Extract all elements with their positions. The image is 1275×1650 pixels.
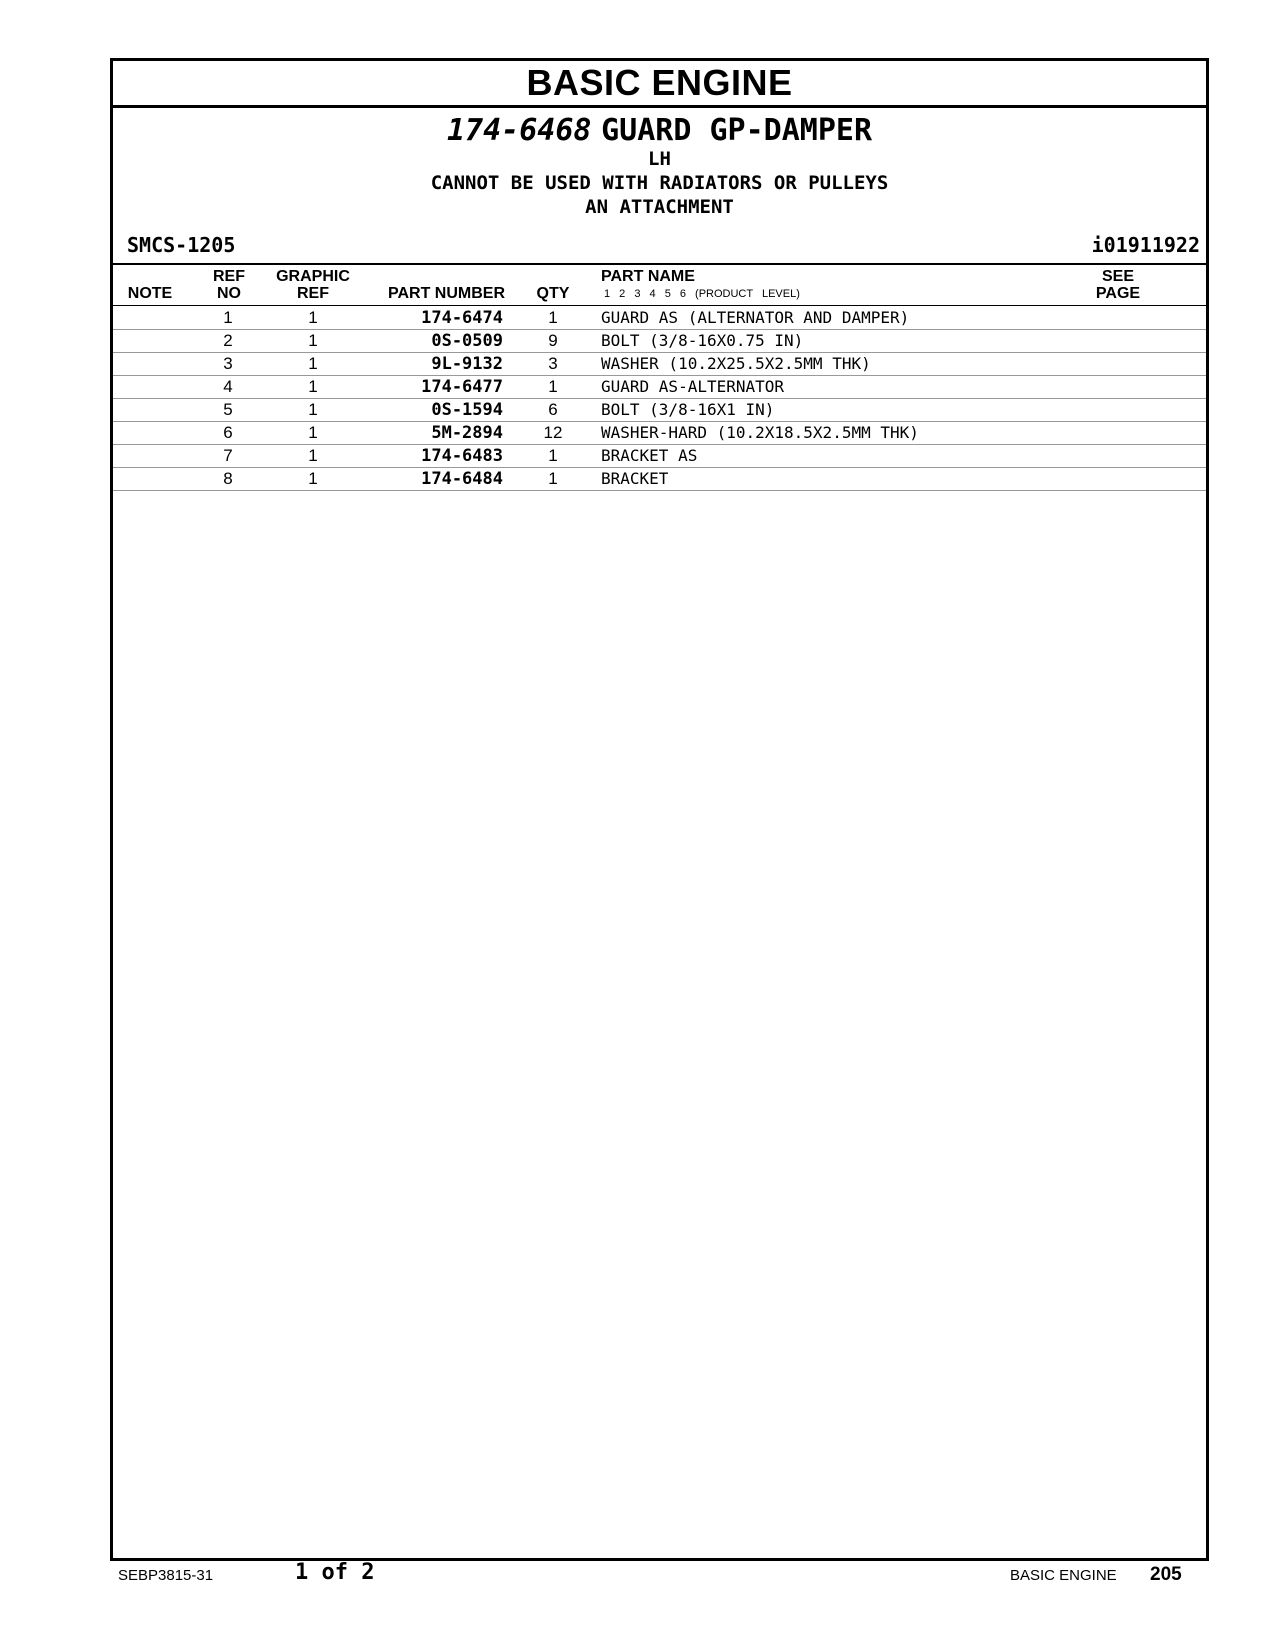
table-row bbox=[113, 399, 1206, 422]
ref-no-cell: 8 bbox=[223, 469, 233, 488]
part-heading bbox=[113, 113, 1206, 148]
ref-no-cell: 7 bbox=[223, 446, 233, 465]
graphic-ref-cell: 1 bbox=[308, 308, 318, 327]
qty-cell: 1 bbox=[548, 446, 558, 465]
page-frame bbox=[110, 58, 1209, 1561]
table-row bbox=[113, 445, 1206, 468]
part-number-cell: 9L-9132 bbox=[431, 354, 503, 374]
graphic-ref-cell: 1 bbox=[308, 446, 318, 465]
footer-page-of: 1 of 2 bbox=[295, 1560, 375, 1585]
part-name-cell: GUARD AS (ALTERNATOR AND DAMPER) bbox=[601, 308, 910, 327]
part-number-cell: 0S-1594 bbox=[431, 400, 503, 420]
graphic-ref-cell: 1 bbox=[308, 331, 318, 350]
col-header-part-name: PART NAME bbox=[601, 268, 695, 285]
heading-line-3: AN ATTACHMENT bbox=[585, 196, 734, 218]
table-row bbox=[113, 376, 1206, 399]
table-row bbox=[113, 468, 1206, 491]
heading-part-number: 174-6468 bbox=[446, 113, 592, 148]
part-name-cell: BOLT (3/8-16X0.75 IN) bbox=[601, 331, 804, 350]
part-number-cell: 174-6484 bbox=[421, 469, 503, 489]
col-header-graphic-ref-line1: GRAPHIC bbox=[276, 268, 350, 285]
col-header-product-level: 1 2 3 4 5 6 (PRODUCT LEVEL) bbox=[604, 288, 800, 300]
ref-no-cell: 1 bbox=[223, 308, 233, 327]
qty-cell: 1 bbox=[548, 469, 558, 488]
col-header-ref-no bbox=[209, 268, 249, 302]
header-top-rule bbox=[113, 263, 1206, 265]
col-header-graphic-ref bbox=[273, 268, 353, 302]
part-name-cell: WASHER (10.2X25.5X2.5MM THK) bbox=[601, 354, 871, 373]
part-number-cell: 174-6474 bbox=[421, 308, 503, 328]
graphic-ref-cell: 1 bbox=[308, 423, 318, 442]
footer-page-number: 205 bbox=[1150, 1564, 1182, 1585]
ref-no-cell: 4 bbox=[223, 377, 233, 396]
col-header-see-page-line2: PAGE bbox=[1095, 285, 1141, 302]
footer-section: BASIC ENGINE bbox=[1010, 1567, 1117, 1584]
part-number-cell: 0S-0509 bbox=[431, 331, 503, 351]
section-title: BASIC ENGINE bbox=[113, 61, 1206, 108]
smcs-code: SMCS-1205 bbox=[127, 233, 236, 257]
col-header-qty: QTY bbox=[536, 285, 570, 302]
part-name-cell: BRACKET bbox=[601, 469, 669, 488]
table-row bbox=[113, 422, 1206, 445]
col-header-note: NOTE bbox=[127, 285, 173, 302]
ref-no-cell: 2 bbox=[223, 331, 233, 350]
col-header-ref-no-line1: REF bbox=[213, 268, 245, 285]
part-name-cell: WASHER-HARD (10.2X18.5X2.5MM THK) bbox=[601, 423, 919, 442]
heading-part-name: GUARD GP-DAMPER bbox=[601, 113, 873, 148]
heading-line-1: LH bbox=[648, 148, 671, 170]
graphic-ref-cell: 1 bbox=[308, 469, 318, 488]
graphic-ref-cell: 1 bbox=[308, 400, 318, 419]
table-row bbox=[113, 353, 1206, 376]
col-header-graphic-ref-line2: REF bbox=[297, 285, 329, 302]
heading-line-2: CANNOT BE USED WITH RADIATORS OR PULLEYS bbox=[430, 172, 889, 194]
qty-cell: 6 bbox=[548, 400, 558, 419]
qty-cell: 12 bbox=[543, 423, 563, 442]
ref-no-cell: 6 bbox=[223, 423, 233, 442]
part-number-cell: 5M-2894 bbox=[431, 423, 503, 443]
qty-cell: 3 bbox=[548, 354, 558, 373]
footer-doc-number: SEBP3815-31 bbox=[118, 1567, 214, 1584]
header-bottom-rule bbox=[113, 305, 1206, 306]
ref-no-cell: 3 bbox=[223, 354, 233, 373]
ref-no-cell: 5 bbox=[223, 400, 233, 419]
table-row bbox=[113, 330, 1206, 353]
qty-cell: 1 bbox=[548, 308, 558, 327]
graphic-ref-cell: 1 bbox=[308, 377, 318, 396]
part-number-cell: 174-6477 bbox=[421, 377, 503, 397]
qty-cell: 9 bbox=[548, 331, 558, 350]
col-header-see-page-line1: SEE bbox=[1101, 268, 1134, 285]
graphic-ref-cell: 1 bbox=[308, 354, 318, 373]
illustration-id: i01911922 bbox=[1091, 233, 1200, 257]
part-number-cell: 174-6483 bbox=[421, 446, 503, 466]
parts-table bbox=[113, 307, 1206, 491]
part-name-cell: GUARD AS-ALTERNATOR bbox=[601, 377, 785, 396]
col-header-part-number: PART NUMBER bbox=[387, 285, 505, 302]
table-row bbox=[113, 307, 1206, 330]
part-name-cell: BOLT (3/8-16X1 IN) bbox=[601, 400, 775, 419]
qty-cell: 1 bbox=[548, 377, 558, 396]
col-header-ref-no-line2: NO bbox=[217, 285, 241, 302]
part-name-cell: BRACKET AS bbox=[601, 446, 698, 465]
col-header-see-page bbox=[1093, 268, 1143, 302]
